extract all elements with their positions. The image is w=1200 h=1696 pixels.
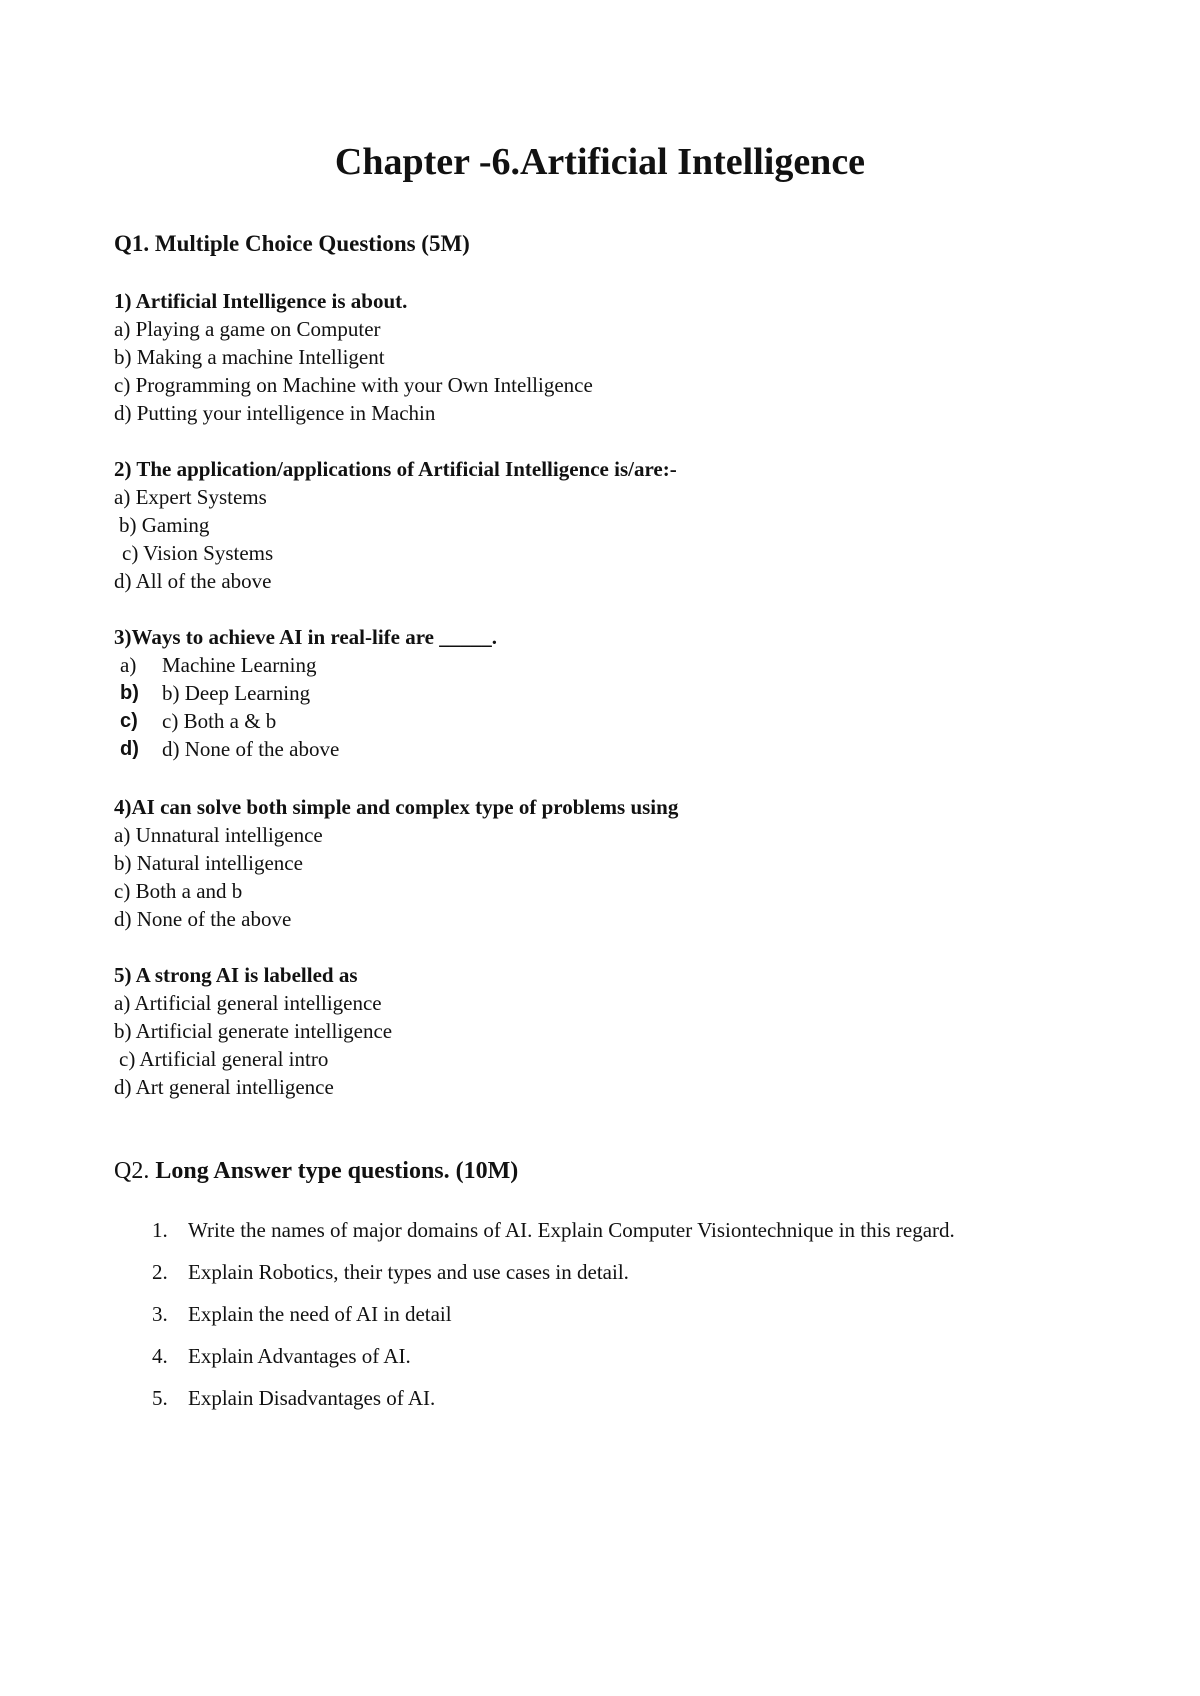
mcq-question-2 — [114, 455, 1114, 595]
option-c: c) Both a and b — [114, 879, 243, 903]
list-item-text: Explain Robotics, their types and use cases in detail. — [188, 1260, 629, 1284]
list-item-text: Write the names of major domains of AI. Explain Computer Visiontechnique in this regard. — [188, 1218, 955, 1242]
option-text: d) None of the above — [162, 737, 340, 761]
option-marker: a) — [120, 653, 137, 677]
list-item — [114, 1216, 1114, 1258]
list-item-number: 1. — [152, 1218, 168, 1242]
q2-heading-number: Q2. — [114, 1158, 150, 1184]
list-item-number: 3. — [152, 1302, 168, 1326]
list-item-text: Explain the need of AI in detail — [188, 1302, 452, 1326]
option-a: a) Unnatural intelligence — [114, 823, 323, 847]
q2-heading — [114, 1158, 518, 1185]
option-marker: d) — [120, 738, 139, 760]
list-item-number: 2. — [152, 1260, 168, 1284]
question-text: 4)AI can solve both simple and complex type of problems using — [114, 795, 679, 819]
option-text: Machine Learning — [162, 653, 317, 677]
question-text: 5) A strong AI is labelled as — [114, 963, 358, 987]
long-answer-list — [114, 1216, 1114, 1426]
question-text: 3)Ways to achieve AI in real-life are _____. — [114, 625, 498, 649]
option-d: d) All of the above — [114, 569, 272, 593]
option-a — [114, 651, 1114, 679]
option-d: d) Putting your intelligence in Machin — [114, 401, 436, 425]
option-b: b) Gaming — [119, 513, 210, 537]
list-item — [114, 1300, 1114, 1342]
question-text: 2) The application/applications of Artificial Intelligence is/are:- — [114, 457, 677, 481]
mcq-question-3 — [114, 623, 1114, 763]
option-marker: b) — [120, 682, 139, 704]
option-a: a) Playing a game on Computer — [114, 317, 381, 341]
option-d: d) Art general intelligence — [114, 1075, 334, 1099]
list-item-number: 4. — [152, 1344, 168, 1368]
mcq-question-1 — [114, 287, 1114, 427]
option-c — [114, 707, 1114, 735]
mcq-question-5 — [114, 961, 1114, 1101]
option-c: c) Artificial general intro — [119, 1047, 329, 1071]
option-a: a) Artificial general intelligence — [114, 991, 382, 1015]
option-c: c) Vision Systems — [122, 541, 274, 565]
page-title: Chapter -6.Artificial Intelligence — [334, 141, 866, 183]
option-b: b) Artificial generate intelligence — [114, 1019, 393, 1043]
option-d: d) None of the above — [114, 907, 292, 931]
q2-heading-text: Long Answer type questions. (10M) — [155, 1158, 519, 1184]
option-a: a) Expert Systems — [114, 485, 267, 509]
option-b — [114, 679, 1114, 707]
option-marker: c) — [120, 710, 138, 732]
option-b: b) Natural intelligence — [114, 851, 303, 875]
list-item-text: Explain Disadvantages of AI. — [188, 1386, 436, 1410]
option-text: c) Both a & b — [162, 709, 277, 733]
list-item-number: 5. — [152, 1386, 168, 1410]
q1-heading: Q1. Multiple Choice Questions (5M) — [114, 231, 470, 256]
list-item — [114, 1342, 1114, 1384]
list-item — [114, 1384, 1114, 1426]
option-b: b) Making a machine Intelligent — [114, 345, 385, 369]
list-item-text: Explain Advantages of AI. — [188, 1344, 411, 1368]
list-item — [114, 1258, 1114, 1300]
question-text: 1) Artificial Intelligence is about. — [114, 289, 408, 313]
option-d — [114, 735, 1114, 763]
mcq-question-4 — [114, 793, 1114, 933]
option-c: c) Programming on Machine with your Own Intelligence — [114, 373, 593, 397]
option-text: b) Deep Learning — [162, 681, 311, 705]
